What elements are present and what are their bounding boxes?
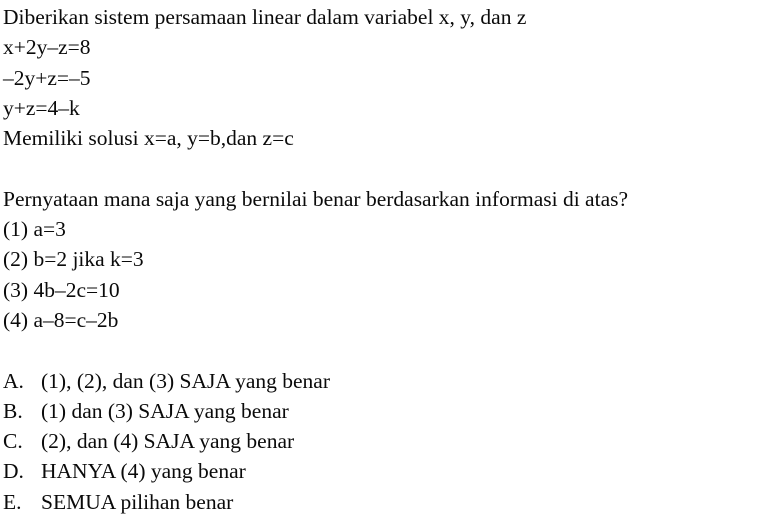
option-text: SEMUA pilihan benar (41, 489, 234, 514)
option-text: (2), dan (4) SAJA yang benar (41, 429, 295, 454)
option-text: HANYA (4) yang benar (41, 459, 246, 484)
option-letter: E. (3, 489, 22, 514)
blank-line (3, 335, 758, 365)
solution-line: Memiliki solusi x=a, y=b,dan z=c (3, 126, 294, 151)
answer-option-c (3, 426, 758, 456)
blank-line (3, 153, 758, 183)
option-letter: A. (3, 368, 24, 393)
statement-3: (3) 4b–2c=10 (3, 277, 120, 302)
answer-option-b (3, 396, 758, 426)
statement-4: (4) a–8=c–2b (3, 307, 119, 332)
option-letter: D. (3, 459, 24, 484)
equation-1: x+2y–z=8 (3, 35, 91, 60)
equation-3: y+z=4–k (3, 95, 80, 120)
answer-option-d (3, 456, 758, 486)
option-letter: B. (3, 398, 23, 423)
answer-option-e (3, 487, 758, 517)
option-text: (1), (2), dan (3) SAJA yang benar (41, 368, 330, 393)
statement-2: (2) b=2 jika k=3 (3, 247, 144, 272)
equation-2: –2y+z=–5 (3, 65, 91, 90)
question-prompt: Pernyataan mana saja yang bernilai benar berdasarkan informasi di atas? (3, 186, 629, 211)
statement-1: (1) a=3 (3, 217, 66, 242)
question-intro-line: Diberikan sistem persamaan linear dalam variabel x, y, dan z (3, 5, 527, 29)
option-text: (1) dan (3) SAJA yang benar (41, 398, 289, 423)
option-letter: C. (3, 429, 23, 454)
answer-option-a (3, 366, 758, 396)
